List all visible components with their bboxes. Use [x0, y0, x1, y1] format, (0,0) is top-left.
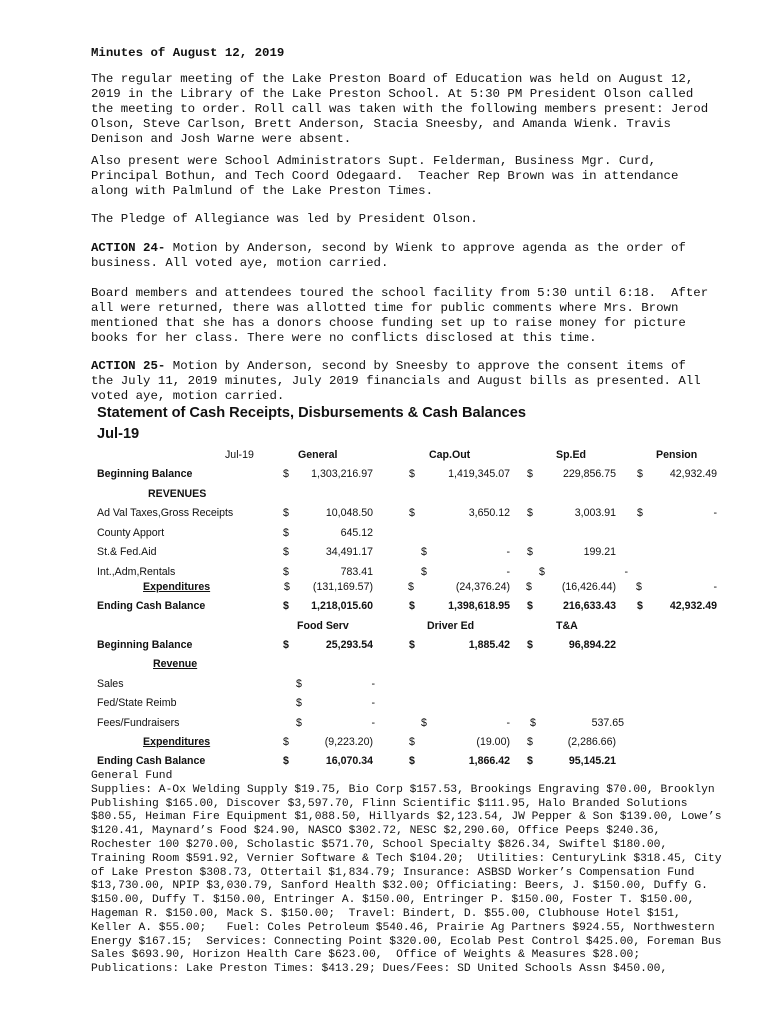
- revenue-value: -: [371, 678, 375, 690]
- beginning-value: 229,856.75: [562, 468, 616, 480]
- dollar-sign: $: [527, 546, 533, 558]
- revenue-value: 199.21: [583, 546, 616, 558]
- revenue-value: 537.65: [591, 717, 624, 729]
- row-label-ending: Ending Cash Balance: [97, 600, 206, 612]
- dollar-sign: $: [409, 736, 415, 748]
- dollar-sign: $: [637, 600, 643, 612]
- general-fund-bills: General Fund Supplies: A-Ox Welding Supply $19.75, Bio Corp $157.53, Brookings Engraving $70.00, Brooklyn Publishing $165.00, Discover $3,597.70, Flinn Scientific $111.95, Halo Branded Solutions $80.55, Heiman Fire Equipment $1,088.50, Hillyards $2,123.54, JW Pepper & Son $139.00, Lowe’s $120.41, Maynard’s Food $24.90, NASCO $302.72, NESC $2,290.60, Office Peeps $240.36, Rochester 100 $270.00, Scholastic $571.70, School Specialty $826.34, Swiftel $180.00, Training Room $591.92, Vernier Software & Tech $104.20; Utilities: CenturyLink $318.45, City of Lake Preston $308.73, Ottertail $1,834.79; Insurance: ASBSD Worker’s Compensation Fund $13,730.00, NPIP $3,030.79, Sanford Health $32.00; Officiating: Beers, J. $150.00, Duffy G. $150.00, Duffy T. $150.00, Entringer A. $150.00, Entringer P. $150.00, Foster T. $150.00, Hageman R. $150.00, Mack S. $150.00; Travel: Bindert, D. $55.00, Clubhouse Hotel $151, Keller A. $55.00; Fuel: Coles Petroleum $540.46, Prairie Ag Partners $924.55, Northwestern Energy $167.15; Services: Connecting Point $320.00, Ecolab Pest Control $425.00, Foreman Bus Sales $693.90, Horizon Health Care $623.00, Office of Weights & Measures $28.00; Publications: Lake Preston Times: $413.29; Dues/Fees: SD United Schools Assn $450.00,: [91, 770, 722, 976]
- dollar-sign: $: [283, 468, 289, 480]
- expenditure-value: (19.00): [476, 736, 510, 748]
- dollar-sign: $: [283, 736, 289, 748]
- action-24-label: ACTION 24-: [91, 241, 166, 255]
- row-label-beginning: Beginning Balance: [97, 639, 193, 651]
- expenditure-value: (9,223.20): [324, 736, 373, 748]
- ending-value: 1,398,618.95: [448, 600, 510, 612]
- column-header: Sp.Ed: [556, 449, 587, 461]
- dollar-sign: $: [527, 507, 533, 519]
- statement-subtitle: Jul-19: [97, 426, 140, 442]
- revenue-value: -: [506, 717, 510, 729]
- dollar-sign: $: [421, 717, 427, 729]
- row-label-ending: Ending Cash Balance: [97, 755, 206, 767]
- action-25-text: Motion by Anderson, second by Sneesby to approve the consent items of the July 11, 2019 minutes, July 2019 financials and August bills as presented. All voted aye, motion carried.: [91, 359, 701, 403]
- revenue-value: 783.41: [340, 566, 373, 578]
- column-header: Food Serv: [297, 620, 349, 632]
- revenue-value: 34,491.17: [325, 546, 373, 558]
- ending-value: 1,866.42: [468, 755, 510, 767]
- revenue-value: -: [624, 566, 628, 578]
- dollar-sign: $: [637, 468, 643, 480]
- revenue-row-label: Fees/Fundraisers: [97, 717, 180, 729]
- dollar-sign: $: [283, 546, 289, 558]
- table-period-header: Jul-19: [225, 449, 254, 461]
- revenue-row-label: Sales: [97, 678, 124, 690]
- column-header: General: [298, 449, 338, 461]
- revenue-heading: Revenue: [153, 658, 198, 670]
- dollar-sign: $: [283, 600, 289, 612]
- dollar-sign: $: [283, 527, 289, 539]
- dollar-sign: $: [527, 468, 533, 480]
- column-header: Pension: [656, 449, 698, 461]
- revenue-value: -: [506, 566, 510, 578]
- dollar-sign: $: [283, 755, 289, 767]
- action-24-paragraph: [91, 241, 731, 271]
- dollar-sign: $: [526, 581, 532, 593]
- dollar-sign: $: [409, 468, 415, 480]
- dollar-sign: $: [409, 639, 415, 651]
- dollar-sign: $: [527, 600, 533, 612]
- dollar-sign: $: [409, 507, 415, 519]
- beginning-value: 96,894.22: [568, 639, 616, 651]
- minutes-title: Minutes of August 12, 2019: [91, 46, 285, 60]
- dollar-sign: $: [408, 581, 414, 593]
- revenue-row-label: Fed/State Reimb: [97, 697, 177, 709]
- revenue-row-label: Int.,Adm,Rentals: [97, 566, 176, 578]
- dollar-sign: $: [409, 600, 415, 612]
- revenue-value: -: [506, 546, 510, 558]
- dollar-sign: $: [296, 697, 302, 709]
- dollar-sign: $: [296, 678, 302, 690]
- revenue-value: 645.12: [340, 527, 373, 539]
- ending-value: 216,633.43: [562, 600, 616, 612]
- column-header: Driver Ed: [427, 620, 475, 632]
- expenditure-value: (2,286.66): [567, 736, 616, 748]
- ending-value: 1,218,015.60: [311, 600, 373, 612]
- revenue-value: -: [713, 507, 717, 519]
- column-header: Cap.Out: [429, 449, 471, 461]
- revenues-heading: REVENUES: [148, 488, 207, 500]
- expenditure-value: (24,376.24): [455, 581, 510, 593]
- statement-title: Statement of Cash Receipts, Disbursements & Cash Balances: [97, 405, 527, 421]
- expenditure-value: -: [713, 581, 717, 593]
- ending-value: 42,932.49: [669, 600, 717, 612]
- beginning-value: 1,303,216.97: [311, 468, 373, 480]
- dollar-sign: $: [637, 507, 643, 519]
- dollar-sign: $: [296, 717, 302, 729]
- row-label-beginning: Beginning Balance: [97, 468, 193, 480]
- revenue-row-label: St.& Fed.Aid: [97, 546, 157, 558]
- dollar-sign: $: [283, 566, 289, 578]
- beginning-value: 1,885.42: [468, 639, 510, 651]
- expenditures-label: Expenditures: [143, 736, 211, 748]
- beginning-value: 1,419,345.07: [448, 468, 510, 480]
- dollar-sign: $: [527, 736, 533, 748]
- action-25-paragraph: [91, 359, 731, 404]
- dollar-sign: $: [530, 717, 536, 729]
- revenue-row-label: Ad Val Taxes,Gross Receipts: [97, 507, 234, 519]
- dollar-sign: $: [527, 639, 533, 651]
- dollar-sign: $: [636, 581, 642, 593]
- dollar-sign: $: [283, 639, 289, 651]
- action-24-text: Motion by Anderson, second by Wienk to approve agenda as the order of business. All voted aye, motion carried.: [91, 241, 686, 270]
- dollar-sign: $: [527, 755, 533, 767]
- ending-value: 95,145.21: [568, 755, 616, 767]
- expenditure-value: (16,426.44): [561, 581, 616, 593]
- dollar-sign: $: [284, 581, 290, 593]
- revenue-value: 3,650.12: [468, 507, 510, 519]
- dollar-sign: $: [283, 507, 289, 519]
- tour-paragraph: Board members and attendees toured the school facility from 5:30 until 6:18. After all were returned, there was allotted time for public comments where Mrs. Brown mentioned that she has a donors choose funding set up to raise money for picture books for her class. There were no conflicts disclosed at this time.: [91, 286, 709, 345]
- dollar-sign: $: [409, 755, 415, 767]
- revenue-value: -: [371, 717, 375, 729]
- revenue-value: 3,003.91: [574, 507, 616, 519]
- column-header: T&A: [556, 620, 578, 632]
- attendance-paragraph: Also present were School Administrators Supt. Felderman, Business Mgr. Curd, Principal Bothun, and Tech Coord Odegaard. Teacher Rep Brown was in attendance along with Palmlund of the Lake Preston Times.: [91, 154, 679, 198]
- action-25-label: ACTION 25-: [91, 359, 166, 373]
- opening-paragraph: The regular meeting of the Lake Preston Board of Education was held on August 12, 2019 in the Library of the Lake Preston School. At 5:30 PM President Olson called the meeting to order. Roll call was taken with the following members present: Jerod Olson, Steve Carlson, Brett Anderson, Stacia Sneesby, and Amanda Wienk. Travis Denison and Josh Warne were absent.: [91, 72, 709, 146]
- dollar-sign: $: [421, 546, 427, 558]
- dollar-sign: $: [539, 566, 545, 578]
- pledge-paragraph: The Pledge of Allegiance was led by President Olson.: [91, 212, 478, 226]
- beginning-value: 42,932.49: [669, 468, 717, 480]
- revenue-value: -: [371, 697, 375, 709]
- revenue-row-label: County Apport: [97, 527, 165, 539]
- expenditures-label: Expenditures: [143, 581, 211, 593]
- beginning-value: 25,293.54: [325, 639, 373, 651]
- revenue-value: 10,048.50: [325, 507, 373, 519]
- dollar-sign: $: [421, 566, 427, 578]
- expenditure-value: (131,169.57): [312, 581, 373, 593]
- ending-value: 16,070.34: [325, 755, 373, 767]
